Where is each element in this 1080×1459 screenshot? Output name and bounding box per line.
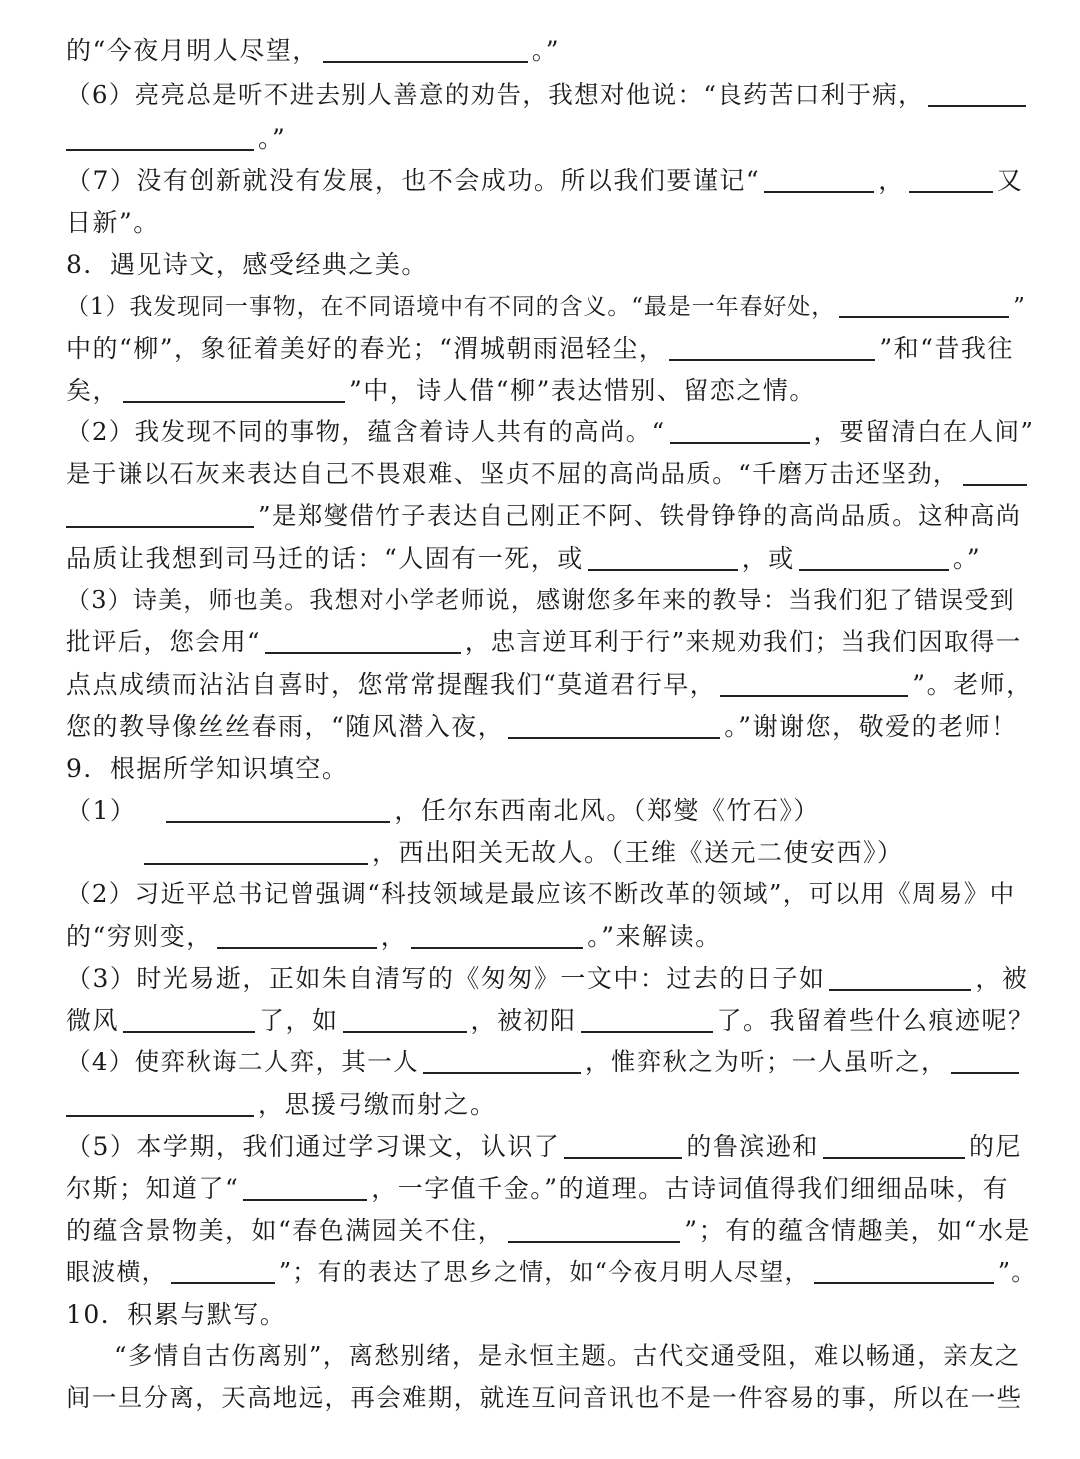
question-heading: 9．根据所学知识填空。 bbox=[66, 754, 349, 783]
text-line: 眼波横， ”；有的表达了思乡之情，如“今夜月明人尽望， ”。 bbox=[66, 1258, 1037, 1286]
answer-blank[interactable] bbox=[581, 1009, 713, 1033]
answer-blank[interactable] bbox=[928, 83, 1026, 107]
answer-blank[interactable] bbox=[508, 1219, 680, 1243]
text-line: ”是郑燮借竹子表达自己刚正不阿、铁骨铮铮的高尚品质。这种高尚 bbox=[66, 504, 1022, 529]
text-line: 日新”。 bbox=[66, 208, 160, 237]
text-line: ，思援弓缴而射之。 bbox=[66, 1092, 497, 1117]
answer-blank[interactable] bbox=[670, 420, 810, 444]
answer-blank[interactable] bbox=[823, 1135, 965, 1159]
answer-blank[interactable] bbox=[323, 39, 528, 63]
text-line: （2）我发现不同的事物，蕴含着诗人共有的高尚。“ ，要留清白在人间” bbox=[66, 417, 1035, 446]
text-line: ，西出阳关无故人。（王维《送元二使安西》） bbox=[66, 840, 904, 865]
text-line: （6）亮亮总是听不进去别人善意的劝告，我想对他说：“良药苦口利于病， bbox=[66, 83, 1030, 108]
answer-blank[interactable] bbox=[123, 1009, 255, 1033]
answer-blank[interactable] bbox=[508, 715, 720, 739]
answer-blank[interactable] bbox=[951, 1050, 1019, 1074]
answer-blank[interactable] bbox=[66, 504, 254, 528]
answer-blank[interactable] bbox=[411, 925, 583, 949]
text-line: 点点成绩而沾沾自喜时，您常常提醒我们“莫道君行早， ”。老师， bbox=[66, 670, 1033, 699]
answer-blank[interactable] bbox=[839, 294, 1009, 318]
answer-blank[interactable] bbox=[829, 967, 971, 991]
question-heading: 8．遇见诗文，感受经典之美。 bbox=[66, 250, 428, 279]
paragraph-line: “多情自古伤离别”，离愁别绪，是永恒主题。古代交通受阻，难以畅通，亲友之 bbox=[114, 1341, 1021, 1370]
answer-blank[interactable] bbox=[669, 337, 875, 361]
answer-blank[interactable] bbox=[217, 925, 377, 949]
text-line: 微风 了，如 ，被初阳 了。我留着些什么痕迹呢？ bbox=[66, 1006, 1035, 1035]
answer-blank[interactable] bbox=[799, 547, 949, 571]
answer-blank[interactable] bbox=[144, 841, 368, 865]
text-line: （1） ，任尔东西南北风。（郑燮《竹石》） bbox=[66, 796, 820, 825]
answer-blank[interactable] bbox=[243, 1177, 367, 1201]
answer-blank[interactable] bbox=[564, 1135, 682, 1159]
text-line: （5）本学期，我们通过学习课文，认识了 的鲁滨逊和 的尼 bbox=[66, 1132, 1022, 1161]
text-line: （4）使弈秋诲二人弈，其一人 ，惟弈秋之为听；一人虽听之， bbox=[66, 1050, 1023, 1075]
text-line: （2）习近平总书记曾强调“科技领域是最应该不断改革的领域”，可以用《周易》中 bbox=[66, 879, 1016, 908]
text-line: 的“穷则变， ， 。”来解读。 bbox=[66, 922, 722, 951]
text-line: 的“今夜月明人尽望， 。” bbox=[66, 36, 561, 65]
text-line: （1）我发现同一事物，在不同语境中有不同的含义。“最是一年春好处， ” bbox=[66, 294, 1026, 320]
text-line: 您的教导像丝丝春雨，“随风潜入夜， 。”谢谢您，敬爱的老师！ bbox=[66, 712, 1018, 741]
paragraph-line: 间一旦分离，天高地远，再会难期，就连互问音讯也不是一件容易的事，所以在一些 bbox=[66, 1383, 1023, 1412]
answer-blank[interactable] bbox=[814, 1260, 994, 1284]
answer-blank[interactable] bbox=[66, 1093, 254, 1117]
answer-blank[interactable] bbox=[963, 462, 1027, 486]
answer-blank[interactable] bbox=[343, 1009, 467, 1033]
text-line: （7）没有创新就没有发展，也不会成功。所以我们要谨记“ ， 又 bbox=[66, 166, 1024, 195]
text-line: 。” bbox=[66, 126, 286, 151]
answer-blank[interactable] bbox=[166, 799, 390, 823]
text-line: （3）时光易逝，正如朱自清写的《匆匆》一文中：过去的日子如 ，被 bbox=[66, 964, 1029, 993]
text-line: 中的“柳”，象征着美好的春光；“渭城朝雨浥轻尘， ”和“昔我往 bbox=[66, 334, 1014, 363]
text-line: （3）诗美，师也美。我想对小学老师说，感谢您多年来的教导：当我们犯了错误受到 bbox=[66, 586, 1015, 614]
text-line: 品质让我想到司马迁的话：“人固有一死，或 ，或 。” bbox=[66, 544, 982, 573]
question-heading: 10．积累与默写。 bbox=[66, 1300, 287, 1329]
answer-blank[interactable] bbox=[588, 547, 738, 571]
text-line: 矣， ”中，诗人借“柳”表达惜别、留恋之情。 bbox=[66, 376, 816, 405]
answer-blank[interactable] bbox=[171, 1260, 275, 1284]
answer-blank[interactable] bbox=[123, 379, 345, 403]
text-line: 批评后，您会用“ ，忠言逆耳利于行”来规劝我们；当我们因取得一 bbox=[66, 627, 1022, 656]
answer-blank[interactable] bbox=[720, 673, 908, 697]
text-line: 尔斯；知道了“ ，一字值千金。”的道理。古诗词值得我们细细品味，有 bbox=[66, 1174, 1010, 1203]
answer-blank[interactable] bbox=[909, 169, 993, 193]
answer-blank[interactable] bbox=[423, 1050, 581, 1074]
text-line: 是于谦以石灰来表达自己不畏艰难、坚贞不屈的高尚品质。“千磨万击还坚劲， bbox=[66, 462, 1031, 487]
answer-blank[interactable] bbox=[265, 630, 461, 654]
answer-blank[interactable] bbox=[66, 127, 254, 151]
answer-blank[interactable] bbox=[764, 169, 874, 193]
text-line: 的蕴含景物美，如“春色满园关不住， ”；有的蕴含情趣美，如“水是 bbox=[66, 1216, 1031, 1245]
